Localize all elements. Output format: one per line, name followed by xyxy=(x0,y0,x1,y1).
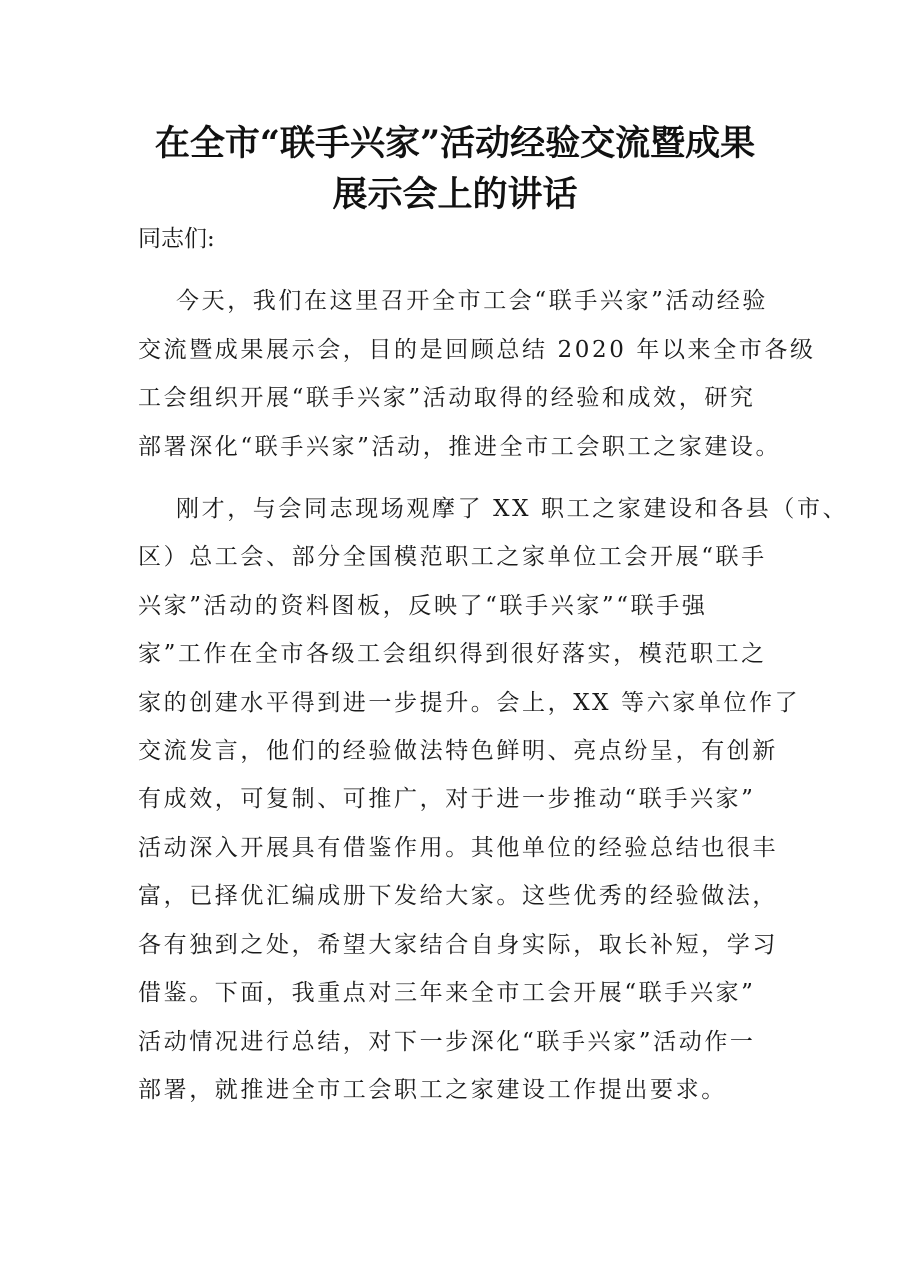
paragraph-line: 工会组织开展“联手兴家”活动取得的经验和成效，研究 xyxy=(138,385,756,412)
paragraph-line: 今天，我们在这里召开全市工会“联手兴家”活动经验 xyxy=(176,288,768,315)
paragraph-line: 部署，就推进全市工会职工之家建设工作提出要求。 xyxy=(138,1076,727,1103)
title-line: 展示会上的讲话 xyxy=(332,174,578,215)
paragraph-line: 借鉴。下面，我重点对三年来全市工会开展“联手兴家” xyxy=(138,980,756,1007)
paragraph-line: 富，已择优汇编成册下发给大家。这些优秀的经验做法， xyxy=(138,883,778,910)
paragraph-line: 活动情况进行总结，对下一步深化“联手兴家”活动作一 xyxy=(138,1028,756,1055)
document-title xyxy=(130,118,780,220)
paragraph-line: 活动深入开展具有借鉴作用。其他单位的经验总结也很丰 xyxy=(138,834,778,861)
paragraph-line: 各有独到之处，希望大家结合自身实际，取长补短，学习 xyxy=(138,931,778,958)
paragraph-line: 有成效，可复制、可推广，对于进一步推动“联手兴家” xyxy=(138,786,756,813)
title-line: 在全市“联手兴家”活动经验交流暨成果 xyxy=(154,123,756,164)
paragraph-line: 交流发言，他们的经验做法特色鲜明、亮点纷呈，有创新 xyxy=(138,738,778,765)
paragraph-line: 部署深化“联手兴家”活动，推进全市工会职工之家建设。 xyxy=(138,433,782,460)
paragraph-line: 家的创建水平得到进一步提升。会上，XX 等六家单位作了 xyxy=(138,689,801,716)
paragraph-line: 兴家”活动的资料图板，反映了“联手兴家”“联手强 xyxy=(138,592,708,619)
paragraph-line: 家”工作在全市各级工会组织得到很好落实，模范职工之 xyxy=(138,641,767,668)
paragraph-opening xyxy=(138,277,816,471)
paragraph-review xyxy=(138,485,849,1114)
paragraph-line: 区）总工会、部分全国模范职工之家单位工会开展“联手 xyxy=(138,544,767,571)
document-body xyxy=(138,215,849,1128)
paragraph-line: 交流暨成果展示会，目的是回顾总结 2020 年以来全市各级 xyxy=(138,336,816,363)
salutation: 同志们: xyxy=(138,226,215,252)
paragraph-line: 刚才，与会同志现场观摩了 XX 职工之家建设和各县（市、 xyxy=(176,496,849,523)
